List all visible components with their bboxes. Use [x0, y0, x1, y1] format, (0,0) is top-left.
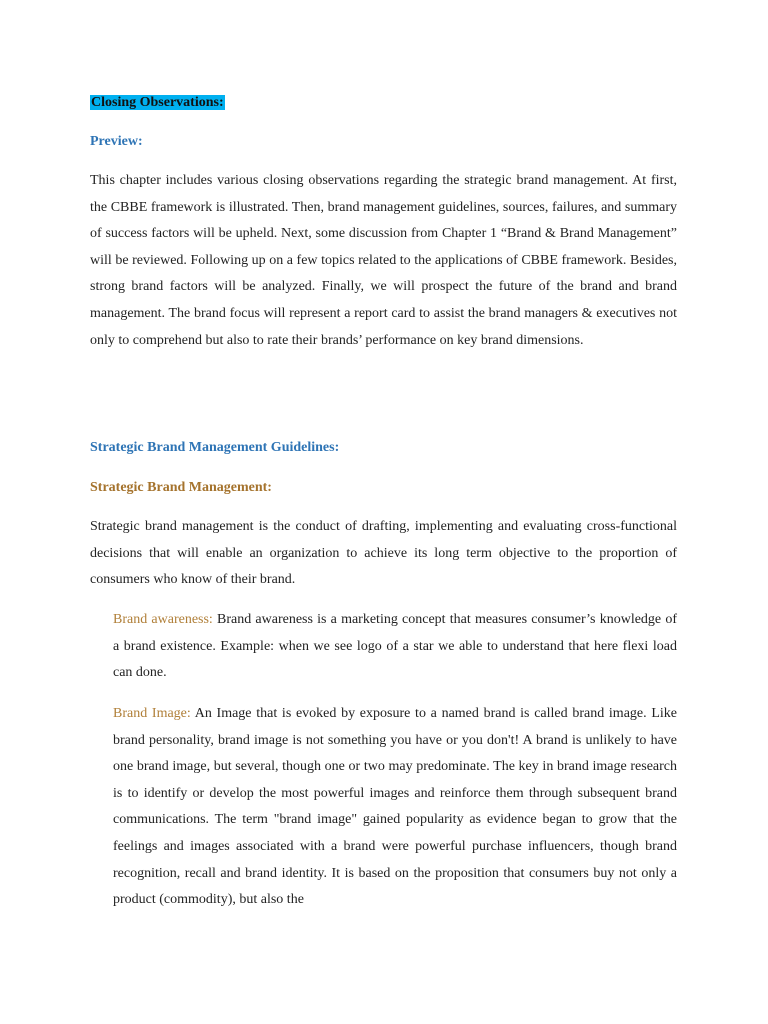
brand-awareness-text: Brand awareness is a marketing concept that measures consumer’s knowledge of a brand existence. Example: when we see logo of a star we able to understand that here flexi load can done.	[113, 612, 677, 681]
brand-image-paragraph	[113, 701, 677, 914]
guidelines-heading: Strategic Brand Management Guidelines:	[90, 440, 340, 455]
strategic-brand-management-heading: Strategic Brand Management:	[90, 480, 272, 495]
brand-awareness-term: Brand awareness:	[113, 612, 213, 627]
strategic-brand-management-paragraph: Strategic brand management is the conduct of drafting, implementing and evaluating cross-functional decisions that will enable an organization to achieve its long term objective to the proportion of consumers who know of their brand.	[90, 519, 677, 588]
preview-paragraph: This chapter includes various closing observations regarding the strategic brand management. At first, the CBBE framework is illustrated. Then, brand management guidelines, sources, failures, and summary of success factors will be upheld. Next, some discussion from Chapter 1 “Brand & Brand Management” will be reviewed. Following up on a few topics related to the applications of CBBE framework. Besides, strong brand factors will be analyzed. Finally, we will prospect the future of the brand and brand management. The brand focus will represent a report card to assist the brand managers & executives not only to comprehend but also to rate their brands’ performance on key brand dimensions.	[90, 173, 677, 348]
brand-awareness-paragraph	[113, 607, 677, 687]
preview-heading: Preview:	[90, 134, 143, 149]
brand-image-term: Brand Image:	[113, 706, 191, 721]
closing-observations-highlight: Closing Observations:	[91, 95, 224, 110]
closing-observations-heading	[90, 94, 225, 112]
brand-image-text: An Image that is evoked by exposure to a named brand is called brand image. Like brand personality, brand image is not something you have or you don't! A brand is unlikely to have one brand image, but several, though one or two may predominate. The key in brand image research is to identify or develop the most powerful images and reinforce them through subsequent brand communications. The term "brand image" gained popularity as evidence began to grow that the feelings and images associated with a brand were powerful purchase influencers, though brand recognition, recall and brand identity. It is based on the proposition that consumers buy not only a product (commodity), but also the	[113, 706, 677, 908]
